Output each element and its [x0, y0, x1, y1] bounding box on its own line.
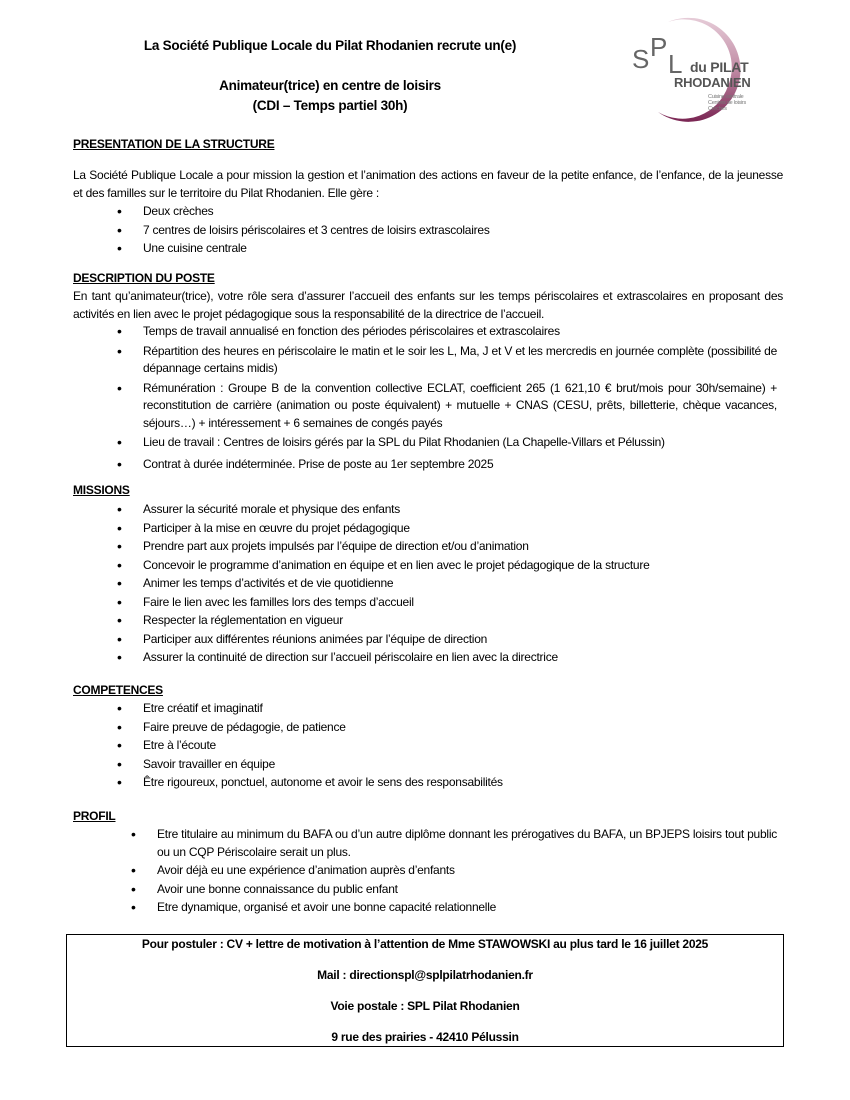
- document-title: La Société Publique Locale du Pilat Rhodanien recrute un(e): [143, 38, 517, 53]
- list-item: • Etre à l’écoute: [143, 737, 777, 755]
- section-heading-presentation: PRESENTATION DE LA STRUCTURE: [73, 137, 275, 151]
- list-item: • Participer aux différentes réunions animées par l’équipe de direction: [143, 631, 777, 649]
- section-heading-competences: COMPETENCES: [73, 683, 163, 697]
- svg-text:L: L: [668, 49, 683, 79]
- svg-text:du PILAT: du PILAT: [690, 59, 749, 75]
- description-list: [143, 323, 777, 474]
- svg-text:RHODANIEN: RHODANIEN: [674, 75, 751, 90]
- list-item: • Répartition des heures en périscolaire le matin et le soir les L, Ma, J et V et les mercredis en journée complète (possibilité de dépannage certains midis): [143, 343, 777, 378]
- job-title: Animateur(trice) en centre de loisirs: [219, 78, 441, 93]
- list-item: • Faire le lien avec les familles lors des temps d’accueil: [143, 594, 777, 612]
- list-item: • Une cuisine centrale: [143, 240, 777, 258]
- list-item: • Assurer la sécurité morale et physique des enfants: [143, 501, 777, 519]
- list-item: • Respecter la réglementation en vigueur: [143, 612, 777, 630]
- list-item: • Avoir une bonne connaissance du public enfant: [157, 881, 777, 899]
- spl-logo: [618, 16, 798, 126]
- list-item: • Avoir déjà eu une expérience d’animation auprès d’enfants: [157, 862, 777, 880]
- svg-text:Centres de loisirs: Centres de loisirs: [708, 100, 746, 106]
- competences-list: [143, 700, 777, 793]
- contract-type: (CDI – Temps partiel 30h): [252, 98, 408, 113]
- apply-instructions: Pour postuler : CV + lettre de motivation à l’attention de Mme STAWOWSKI au plus tard le 16 juillet 2025: [141, 937, 709, 951]
- list-item: • Être rigoureux, ponctuel, autonome et avoir le sens des responsabilités: [143, 774, 777, 792]
- section-heading-description: DESCRIPTION DU POSTE: [73, 271, 215, 285]
- list-item: • Temps de travail annualisé en fonction des périodes périscolaires et extrascolaires: [143, 323, 777, 341]
- list-item: • Concevoir le programme d’animation en équipe et en lien avec le projet pédagogique de la structure: [143, 557, 777, 575]
- list-item: • Faire preuve de pédagogie, de patience: [143, 719, 777, 737]
- list-item: • Etre dynamique, organisé et avoir une bonne capacité relationnelle: [157, 899, 777, 917]
- svg-text:Crèches: Crèches: [708, 106, 727, 112]
- svg-text:Cuisine centrale: Cuisine centrale: [708, 94, 744, 100]
- apply-postal: Voie postale : SPL Pilat Rhodanien: [330, 999, 520, 1013]
- section-heading-profil: PROFIL: [73, 809, 116, 823]
- svg-text:P: P: [650, 32, 668, 62]
- missions-list: [143, 501, 777, 668]
- list-item: • Rémunération : Groupe B de la convention collective ECLAT, coefficient 265 (1 621,10 € brut/mois pour 30h/semaine) + reconstitution de carrière (animation ou poste équivalent) + mutuelle + CNAS (CESU, prêts, billetterie, chèque vacances, séjours…) + intéressement + 6 semaines de congés payés: [143, 380, 777, 433]
- list-item: • Deux crèches: [143, 203, 777, 221]
- list-item: • 7 centres de loisirs périscolaires et 3 centres de loisirs extrascolaires: [143, 222, 777, 240]
- profil-list: [157, 826, 777, 918]
- list-item: • Savoir travailler en équipe: [143, 756, 777, 774]
- description-text: En tant qu’animateur(trice), votre rôle sera d’assurer l’accueil des enfants sur les temps périscolaires et extrascolaires en proposant des activités en lien avec le projet pédagogique sous la responsabilité de la directrice de l’accueil.: [73, 289, 783, 321]
- list-item: • Lieu de travail : Centres de loisirs gérés par la SPL du Pilat Rhodanien (La Chapelle-Villars et Pélussin): [143, 434, 777, 452]
- list-item: • Animer les temps d’activités et de vie quotidienne: [143, 575, 777, 593]
- list-item: • Contrat à durée indéterminée. Prise de poste au 1er septembre 2025: [143, 456, 777, 474]
- list-item: • Prendre part aux projets impulsés par l’équipe de direction et/ou d’animation: [143, 538, 777, 556]
- list-item: • Etre créatif et imaginatif: [143, 700, 777, 718]
- svg-text:S: S: [632, 44, 650, 74]
- list-item: • Etre titulaire au minimum du BAFA ou d’un autre diplôme donnant les prérogatives du BAFA, un BPJEPS loisirs tout public ou un CQP Périscolaire serait un plus.: [157, 826, 777, 861]
- section-heading-missions: MISSIONS: [73, 483, 130, 497]
- apply-mail[interactable]: Mail : directionspl@splpilatrhodanien.fr: [317, 968, 533, 982]
- apply-address: 9 rue des prairies - 42410 Pélussin: [331, 1030, 519, 1044]
- presentation-list: [143, 203, 777, 259]
- list-item: • Assurer la continuité de direction sur l’accueil périscolaire en lien avec la directrice: [143, 649, 777, 667]
- list-item: • Participer à la mise en œuvre du projet pédagogique: [143, 520, 777, 538]
- application-box: [66, 934, 784, 1047]
- presentation-text: La Société Publique Locale a pour mission la gestion et l’animation des actions en faveur de la petite enfance, de l’enfance, de la jeunesse et des familles sur le territoire du Pilat Rhodanien. Elle gère :: [73, 168, 783, 200]
